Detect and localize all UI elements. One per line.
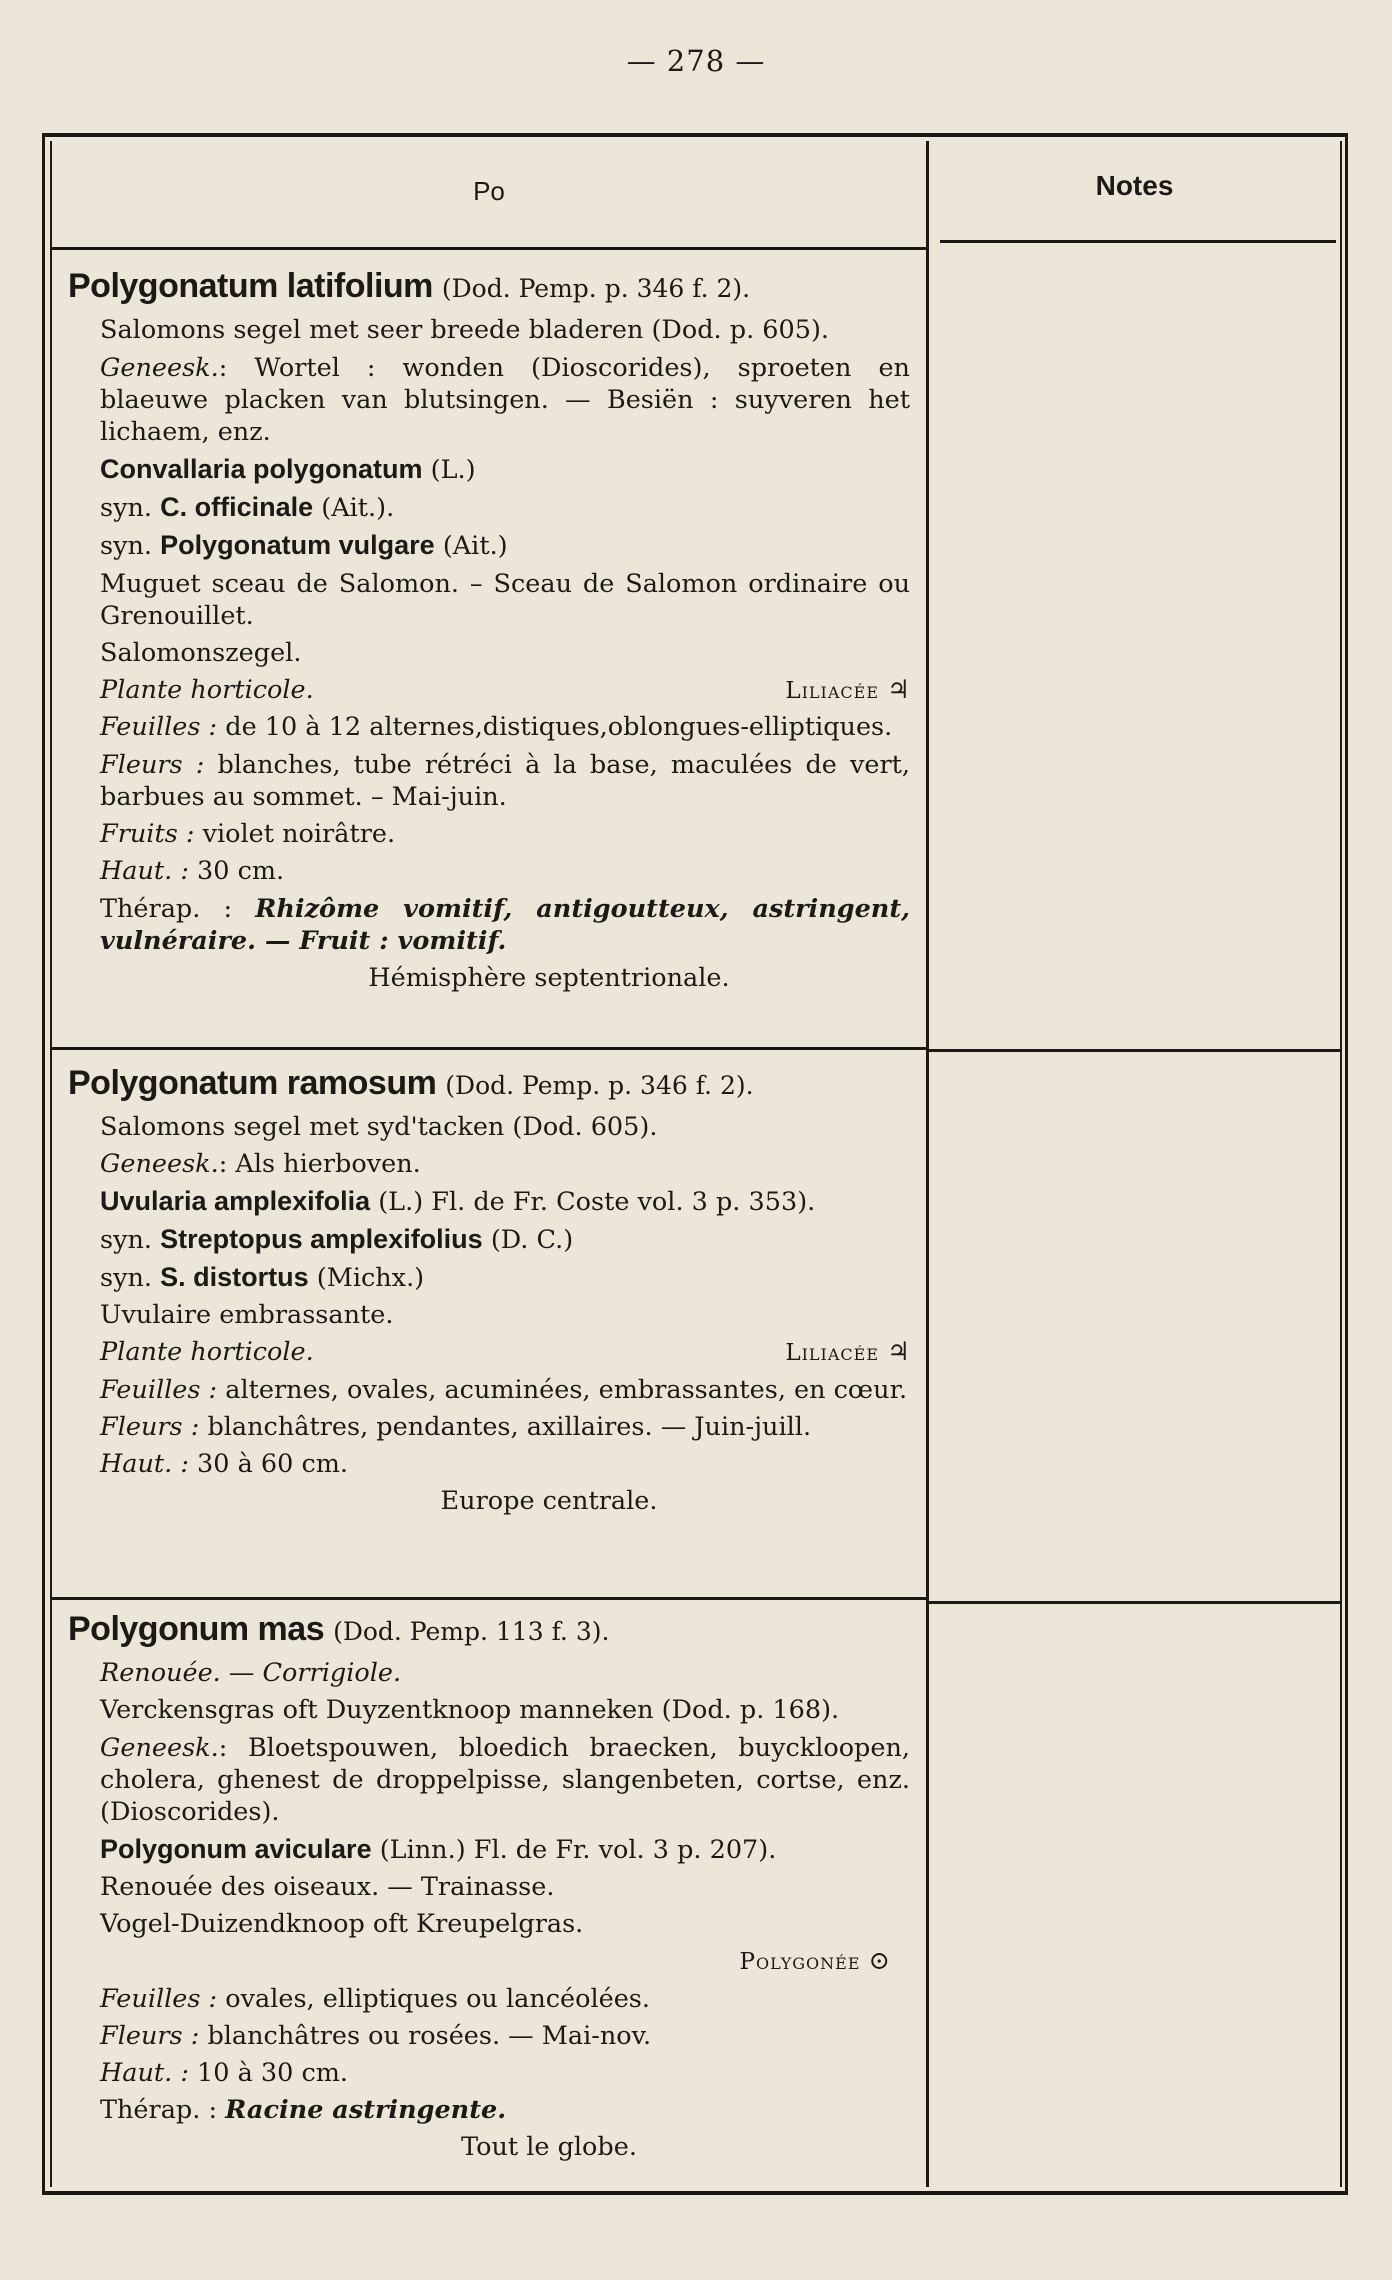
entry-polygonatum-latifolium (68, 263, 910, 997)
synonym-main: Convallaria polygonatum (L.) (100, 454, 476, 485)
common-name: Vogel-Duizendknoop oft Kreupelgras. (100, 1909, 584, 1939)
entry-separator-1-left (52, 1047, 926, 1050)
feuilles-row: Feuilles : alternes, ovales, acuminées, embrassantes, en cœur. (100, 1375, 908, 1405)
annual-symbol-icon: ⊙ (868, 1946, 890, 1976)
haut-row: Haut. : 30 à 60 cm. (100, 1449, 349, 1479)
dutch-name: Salomons segel met seer breede bladeren (Dod. p. 605). (100, 315, 830, 345)
entry-separator-2-right (929, 1601, 1340, 1604)
column-header-po: Po (473, 176, 505, 206)
page-number: — 278 — (626, 44, 766, 78)
region: Europe centrale. (440, 1486, 658, 1516)
french-name: Uvulaire embrassante. (100, 1300, 394, 1330)
synonym-main: Uvularia amplexifolia (L.) Fl. de Fr. Coste vol. 3 p. 353). (100, 1186, 816, 1217)
region: Tout le globe. (461, 2132, 637, 2162)
entry-separator-1-right (929, 1049, 1340, 1052)
french-name: Muguet sceau de Salomon. – Sceau de Salomon ordinaire ou Grenouillet. (100, 569, 910, 631)
haut-row: Haut. : 30 cm. (100, 856, 285, 886)
column-divider (926, 141, 929, 2187)
fleurs-row: Fleurs : blanchâtres, pendantes, axillaires. — Juin-juill. (100, 1412, 812, 1442)
entry-polygonum-mas (68, 1606, 910, 2166)
entry-title: Polygonum mas (Dod. Pemp. 113 f. 3). (68, 1610, 610, 1648)
entry-separator-2-left (52, 1597, 926, 1600)
therap-row: Thérap. : Rhizôme vomitif, antigoutteux, astringent, vulnéraire. — Fruit : vomitif. (100, 894, 911, 956)
haut-row: Haut. : 10 à 30 cm. (100, 2058, 349, 2088)
entry-title: Polygonatum latifolium (Dod. Pemp. p. 346 f. 2). (68, 267, 751, 305)
french-common-names: Renouée. — Corrigiole. (100, 1658, 402, 1688)
perennial-symbol-icon: ♃ (887, 1337, 910, 1367)
geneesk-text: Geneesk.: Bloetspouwen, bloedich braecken, buyckloopen, cholera, ghenest de droppelpisse, slangenbeten, cortse, enz. (Dioscorides). (100, 1733, 910, 1827)
plant-type-row: Plante horticole. Liliacée ♃ (68, 1334, 910, 1371)
family-row: Polygonée ⊙ (739, 1946, 890, 1976)
therap-row: Thérap. : Racine astringente. (100, 2095, 507, 2125)
column-header-notes: Notes (1095, 170, 1174, 201)
feuilles-row: Feuilles : ovales, elliptiques ou lancéolées. (100, 1984, 650, 2014)
dutch-name: Salomons segel met syd'tacken (Dod. 605). (100, 1112, 658, 1142)
header-rule-left (52, 247, 926, 250)
synonym-main: Polygonum aviculare (Linn.) Fl. de Fr. vol. 3 p. 207). (100, 1834, 777, 1865)
entry-polygonatum-ramosum (68, 1060, 910, 1520)
geneesk-text: Geneesk.: Wortel : wonden (Dioscorides), sproeten en blaeuwe placken van blutsingen. — Besiën : suyveren het lichaem, enz. (100, 353, 910, 447)
common-name: Salomonszegel. (100, 638, 302, 668)
synonym-2: syn. Polygonatum vulgare (Ait.) (100, 530, 508, 561)
fruits-row: Fruits : violet noirâtre. (100, 819, 396, 849)
synonym-1: syn. Streptopus amplexifolius (D. C.) (100, 1224, 574, 1255)
french-name: Renouée des oiseaux. — Trainasse. (100, 1872, 555, 1902)
family-label: Liliacée ♃ (785, 1337, 910, 1367)
family-label: Liliacée ♃ (785, 675, 910, 705)
geneesk-text: Geneesk.: Als hierboven. (100, 1149, 421, 1179)
fleurs-row: Fleurs : blanches, tube rétréci à la base, maculées de vert, barbues au sommet. – Mai-juin. (100, 750, 911, 812)
region: Hémisphère septentrionale. (368, 963, 730, 993)
entry-title: Polygonatum ramosum (Dod. Pemp. p. 346 f. 2). (68, 1064, 754, 1102)
dutch-name: Verckensgras oft Duyzentknoop manneken (Dod. p. 168). (100, 1695, 840, 1725)
synonym-2: syn. S. distortus (Michx.) (100, 1262, 425, 1293)
feuilles-row: Feuilles : de 10 à 12 alternes,distiques,oblongues-elliptiques. (100, 712, 893, 742)
synonym-1: syn. C. officinale (Ait.). (100, 492, 395, 523)
fleurs-row: Fleurs : blanchâtres ou rosées. — Mai-nov. (100, 2021, 652, 2051)
perennial-symbol-icon: ♃ (887, 675, 910, 705)
header-rule-right (940, 240, 1336, 243)
plant-type-row: Plante horticole. Liliacée ♃ (68, 672, 910, 709)
